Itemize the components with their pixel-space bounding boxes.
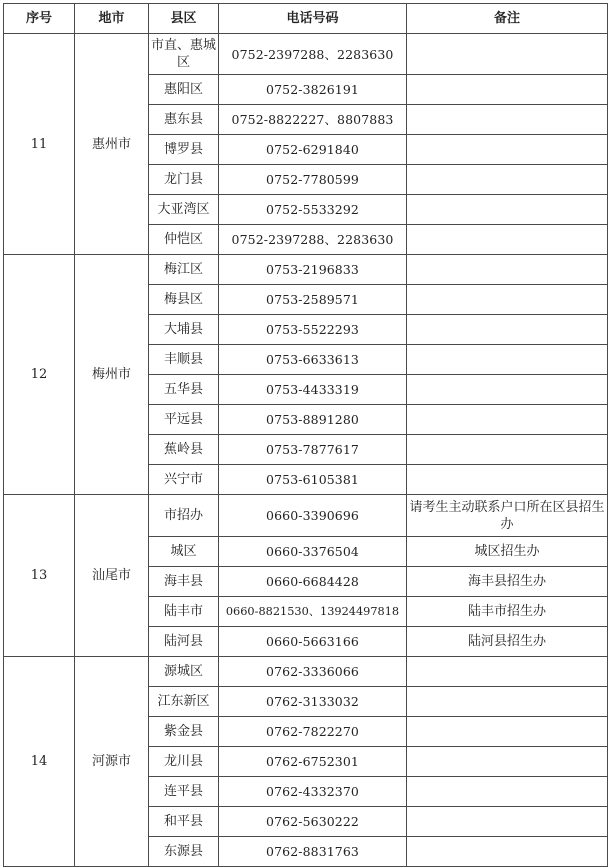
group-city: 惠州市 [75, 34, 149, 255]
phone-cell: 0753-6105381 [219, 465, 407, 495]
district-cell: 陆丰市 [149, 597, 219, 627]
district-cell: 梅县区 [149, 285, 219, 315]
district-cell: 五华县 [149, 375, 219, 405]
phone-cell: 0752-6291840 [219, 135, 407, 165]
district-cell: 博罗县 [149, 135, 219, 165]
note-cell [407, 375, 608, 405]
phone-cell: 0660-3376504 [219, 537, 407, 567]
district-cell: 和平县 [149, 807, 219, 837]
note-cell [407, 747, 608, 777]
note-cell [407, 345, 608, 375]
phone-cell: 0753-5522293 [219, 315, 407, 345]
header-district: 县区 [149, 4, 219, 34]
table-row [4, 657, 608, 687]
district-cell: 龙川县 [149, 747, 219, 777]
phone-cell: 0752-2397288、2283630 [219, 225, 407, 255]
note-cell: 陆丰市招生办 [407, 597, 608, 627]
header-row [4, 4, 608, 34]
phone-cell: 0752-3826191 [219, 75, 407, 105]
table-row [4, 34, 608, 75]
phone-cell: 0753-2196833 [219, 255, 407, 285]
note-cell [407, 255, 608, 285]
district-cell: 兴宁市 [149, 465, 219, 495]
phone-cell: 0762-7822270 [219, 717, 407, 747]
district-cell: 紫金县 [149, 717, 219, 747]
contact-table [3, 3, 608, 867]
group-number: 11 [4, 34, 75, 255]
group-city: 梅州市 [75, 255, 149, 495]
phone-cell: 0660-3390696 [219, 495, 407, 537]
district-cell: 平远县 [149, 405, 219, 435]
note-cell [407, 657, 608, 687]
phone-cell: 0752-7780599 [219, 165, 407, 195]
note-cell [407, 105, 608, 135]
note-cell [407, 34, 608, 75]
note-cell: 城区招生办 [407, 537, 608, 567]
phone-cell: 0753-6633613 [219, 345, 407, 375]
note-cell [407, 75, 608, 105]
phone-cell: 0753-8891280 [219, 405, 407, 435]
district-cell: 大埔县 [149, 315, 219, 345]
district-cell: 海丰县 [149, 567, 219, 597]
table-row [4, 255, 608, 285]
district-cell: 源城区 [149, 657, 219, 687]
district-cell: 蕉岭县 [149, 435, 219, 465]
phone-cell: 0762-8831763 [219, 837, 407, 867]
phone-cell: 0752-2397288、2283630 [219, 34, 407, 75]
phone-cell: 0753-2589571 [219, 285, 407, 315]
note-cell: 陆河县招生办 [407, 627, 608, 657]
note-cell [407, 717, 608, 747]
phone-cell: 0752-8822227、8807883 [219, 105, 407, 135]
note-cell [407, 315, 608, 345]
phone-cell: 0753-4433319 [219, 375, 407, 405]
table-body [4, 34, 608, 867]
district-cell: 惠阳区 [149, 75, 219, 105]
note-cell [407, 405, 608, 435]
district-cell: 仲恺区 [149, 225, 219, 255]
district-cell: 丰顺县 [149, 345, 219, 375]
phone-cell: 0753-7877617 [219, 435, 407, 465]
note-cell [407, 807, 608, 837]
note-cell [407, 165, 608, 195]
phone-cell: 0762-6752301 [219, 747, 407, 777]
district-cell: 大亚湾区 [149, 195, 219, 225]
note-cell [407, 837, 608, 867]
note-cell [407, 225, 608, 255]
phone-cell: 0762-5630222 [219, 807, 407, 837]
note-cell: 海丰县招生办 [407, 567, 608, 597]
group-city: 河源市 [75, 657, 149, 867]
note-cell [407, 195, 608, 225]
phone-cell: 0660-5663166 [219, 627, 407, 657]
district-cell: 城区 [149, 537, 219, 567]
table-row [4, 495, 608, 537]
note-cell [407, 435, 608, 465]
note-cell [407, 465, 608, 495]
note-cell: 请考生主动联系户口所在区县招生办 [407, 495, 608, 537]
phone-cell: 0762-3336066 [219, 657, 407, 687]
note-cell [407, 687, 608, 717]
district-cell: 市招办 [149, 495, 219, 537]
note-cell [407, 135, 608, 165]
header-no: 序号 [4, 4, 75, 34]
district-cell: 江东新区 [149, 687, 219, 717]
district-cell: 东源县 [149, 837, 219, 867]
phone-cell: 0660-8821530、13924497818 [219, 597, 407, 627]
group-number: 12 [4, 255, 75, 495]
group-city: 汕尾市 [75, 495, 149, 657]
header-phone: 电话号码 [219, 4, 407, 34]
group-number: 13 [4, 495, 75, 657]
phone-cell: 0762-3133032 [219, 687, 407, 717]
note-cell [407, 285, 608, 315]
district-cell: 梅江区 [149, 255, 219, 285]
note-cell [407, 777, 608, 807]
header-note: 备注 [407, 4, 608, 34]
header-city: 地市 [75, 4, 149, 34]
district-cell: 陆河县 [149, 627, 219, 657]
district-cell: 市直、惠城区 [149, 34, 219, 75]
district-cell: 龙门县 [149, 165, 219, 195]
group-number: 14 [4, 657, 75, 867]
phone-cell: 0762-4332370 [219, 777, 407, 807]
district-cell: 惠东县 [149, 105, 219, 135]
phone-cell: 0660-6684428 [219, 567, 407, 597]
district-cell: 连平县 [149, 777, 219, 807]
phone-cell: 0752-5533292 [219, 195, 407, 225]
